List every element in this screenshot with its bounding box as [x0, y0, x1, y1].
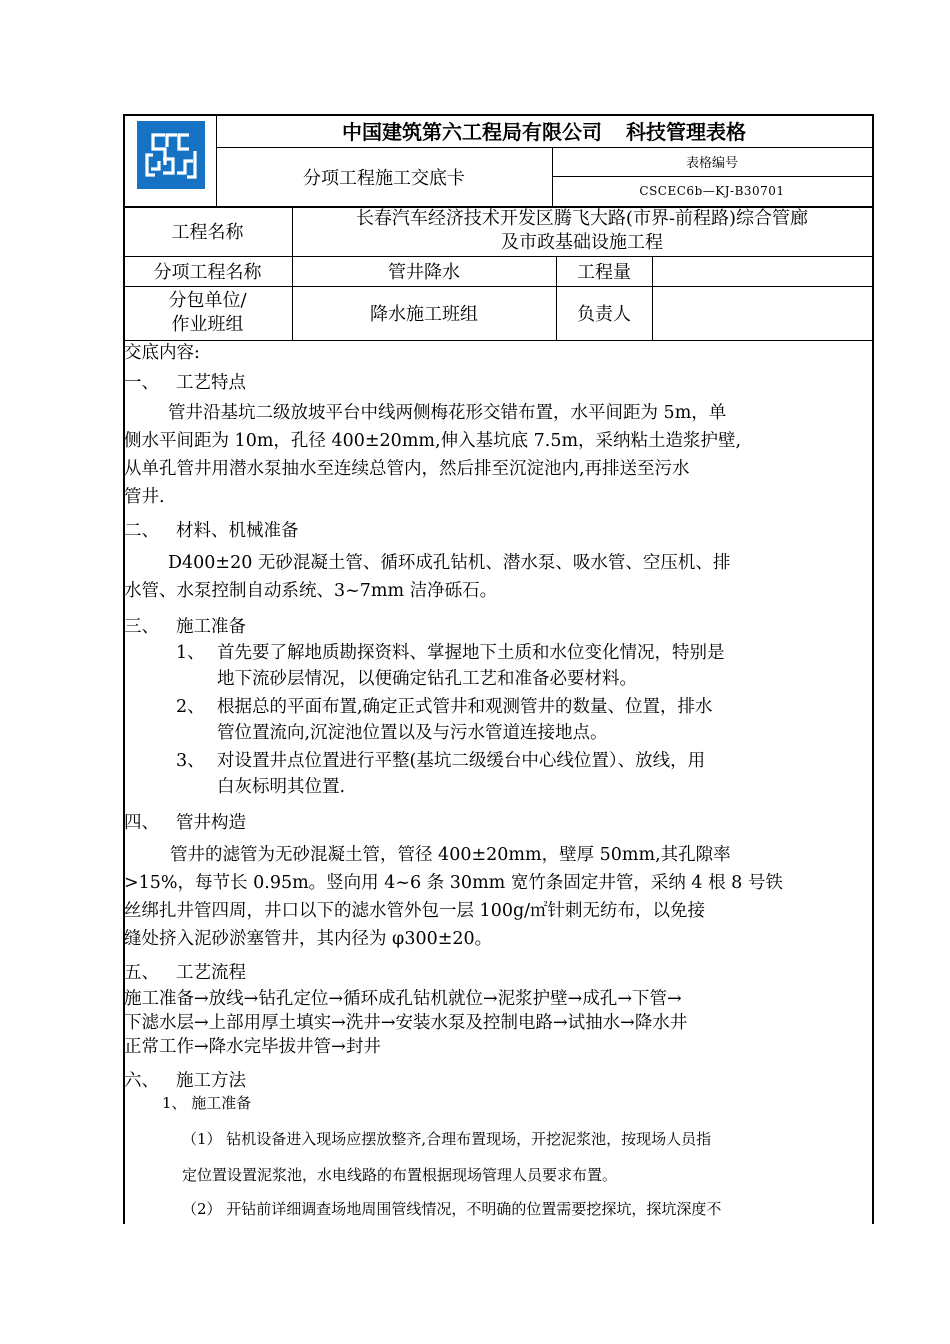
- section-6-sub1: 1、 施工准备: [162, 1094, 252, 1112]
- section-1-title: 工艺特点: [176, 373, 246, 393]
- section-4-number: 四、: [124, 813, 159, 833]
- section-4-line1: 管井的滤管为无砂混凝土管，管径 400±20mm，壁厚 50mm,其孔隙率: [170, 845, 731, 865]
- section-5-heading: [124, 960, 246, 987]
- section-1-line3: 从单孔管井用潜水泵抽水至连续总管内，然后排至沉淀池内,再排送至污水: [124, 459, 690, 479]
- section-1-line2: 侧水平间距为 10m，孔径 400±20mm,伸入基坑底 7.5m，采纳粘土造浆护壁,: [124, 431, 742, 451]
- section-6-para1-line2: 定位置设置泥浆池，水电线路的布置根据现场管理人员要求布置。: [182, 1166, 618, 1184]
- section-6-number: 六、: [124, 1071, 159, 1091]
- section-3-item2-number: 2、: [176, 697, 205, 717]
- project-name-line1: 长春汽车经济技术开发区腾飞大路(市界-前程路)综合管廊: [355, 208, 809, 229]
- cscec-logo-icon: [137, 121, 205, 189]
- section-3-title: 施工准备: [176, 617, 246, 637]
- section-2-number: 二、: [124, 521, 159, 541]
- section-1-heading: [124, 370, 246, 397]
- section-2-line2: 水管、水泵控制自动系统、3~7mm 洁净砾石。: [124, 581, 498, 601]
- subcontractor-label-line2: 作业班组: [171, 314, 244, 335]
- section-1-line4: 管井.: [124, 487, 165, 507]
- section-5-line3: 正常工作→降水完毕拔井管→封井: [124, 1037, 381, 1057]
- quantity-value: [652, 256, 872, 286]
- section-5-number: 五、: [124, 963, 159, 983]
- section-3-heading: [124, 614, 246, 641]
- section-4-line3: 丝绑扎井管四周，井口以下的滤水管外包一层 100g/㎡针刺无纺布，以免接: [124, 901, 706, 921]
- project-name-label: 工程名称: [171, 222, 244, 243]
- section-3-item2-line1: 根据总的平面布置,确定正式管井和观测管井的数量、位置，排水: [217, 697, 713, 717]
- section-4-title: 管井构造: [176, 813, 246, 833]
- subcontractor-label: [123, 286, 292, 340]
- section-3-item1-number: 1、: [176, 643, 205, 663]
- project-name-value: [292, 206, 872, 256]
- info-row3-border: [123, 340, 873, 341]
- section-6-para2-line1: （2） 开钻前详细调查场地周围管线情况，不明确的位置需要挖探坑，探坑深度不: [182, 1200, 722, 1218]
- section-4-line2: >15%，每节长 0.95m。竖向用 4~6 条 30mm 宽竹条固定井管，采纳 4 根 8 号铁: [124, 873, 783, 893]
- table-right-border: [872, 114, 874, 1224]
- section-2-heading: [124, 518, 299, 545]
- section-5-line1: 施工准备→放线→钻孔定位→循环成孔钻机就位→泥浆护壁→成孔→下管→: [124, 989, 682, 1009]
- responsible-value: [652, 286, 872, 340]
- section-4-line4: 缝处挤入泥砂淤塞管井，其内径为 φ300±20。: [124, 929, 493, 949]
- section-2-line1: D400±20 无砂混凝土管、循环成孔钻机、潜水泵、吸水管、空压机、排: [168, 553, 731, 573]
- section-6-para1-line1: （1） 钻机设备进入现场应摆放整齐,合理布置现场，开挖泥浆池，按现场人员指: [182, 1130, 712, 1148]
- company-name: 中国建筑第六工程局有限公司: [342, 120, 602, 144]
- project-name-line2: 及市政基础设施工程: [501, 232, 663, 253]
- section-3-item3-line2: 白灰标明其位置.: [217, 777, 346, 797]
- form-no: CSCEC6b—KJ-B30701: [639, 184, 785, 198]
- section-4-heading: [124, 810, 246, 837]
- form-type: 科技管理表格: [626, 120, 746, 144]
- section-3-number: 三、: [124, 617, 159, 637]
- subcontractor-value: 降水施工班组: [370, 304, 478, 325]
- responsible-label: 负责人: [577, 304, 631, 325]
- section-3-item2-line2: 管位置流向,沉淀池位置以及与污水管道连接地点。: [217, 723, 608, 743]
- section-5-line2: 下滤水层→上部用厚土填实→洗井→安装水泵及控制电路→试抽水→降水井: [124, 1013, 688, 1033]
- section-3-item1-line2: 地下流砂层情况，以便确定钻孔工艺和准备必要材料。: [217, 669, 637, 689]
- content-intro: 交底内容:: [124, 343, 200, 363]
- form-no-label: 表格编号: [685, 156, 738, 171]
- card-title: 分项工程施工交底卡: [303, 167, 465, 189]
- section-3-item3-line1: 对设置井点位置进行平整(基坑二级缓台中心线位置）、放线，用: [217, 751, 706, 771]
- sub-name-label: 分项工程名称: [153, 262, 262, 283]
- section-3-item1-line1: 首先要了解地质勘探资料、掌握地下土质和水位变化情况，特别是: [217, 643, 725, 663]
- section-6-heading: [124, 1068, 246, 1095]
- section-1-line1: 管井沿基坑二级放坡平台中线两侧梅花形交错布置，水平间距为 5m，单: [168, 403, 727, 423]
- section-1-number: 一、: [124, 373, 159, 393]
- section-5-title: 工艺流程: [176, 963, 246, 983]
- section-2-title: 材料、机械准备: [176, 521, 299, 541]
- quantity-label: 工程量: [577, 262, 631, 283]
- sub-name-value: 管井降水: [388, 262, 460, 283]
- section-3-item3-number: 3、: [176, 751, 205, 771]
- company-title: [216, 114, 872, 147]
- subcontractor-label-line1: 分包单位/: [168, 290, 247, 311]
- cscec-logo: [137, 121, 205, 189]
- section-6-title: 施工方法: [176, 1071, 246, 1091]
